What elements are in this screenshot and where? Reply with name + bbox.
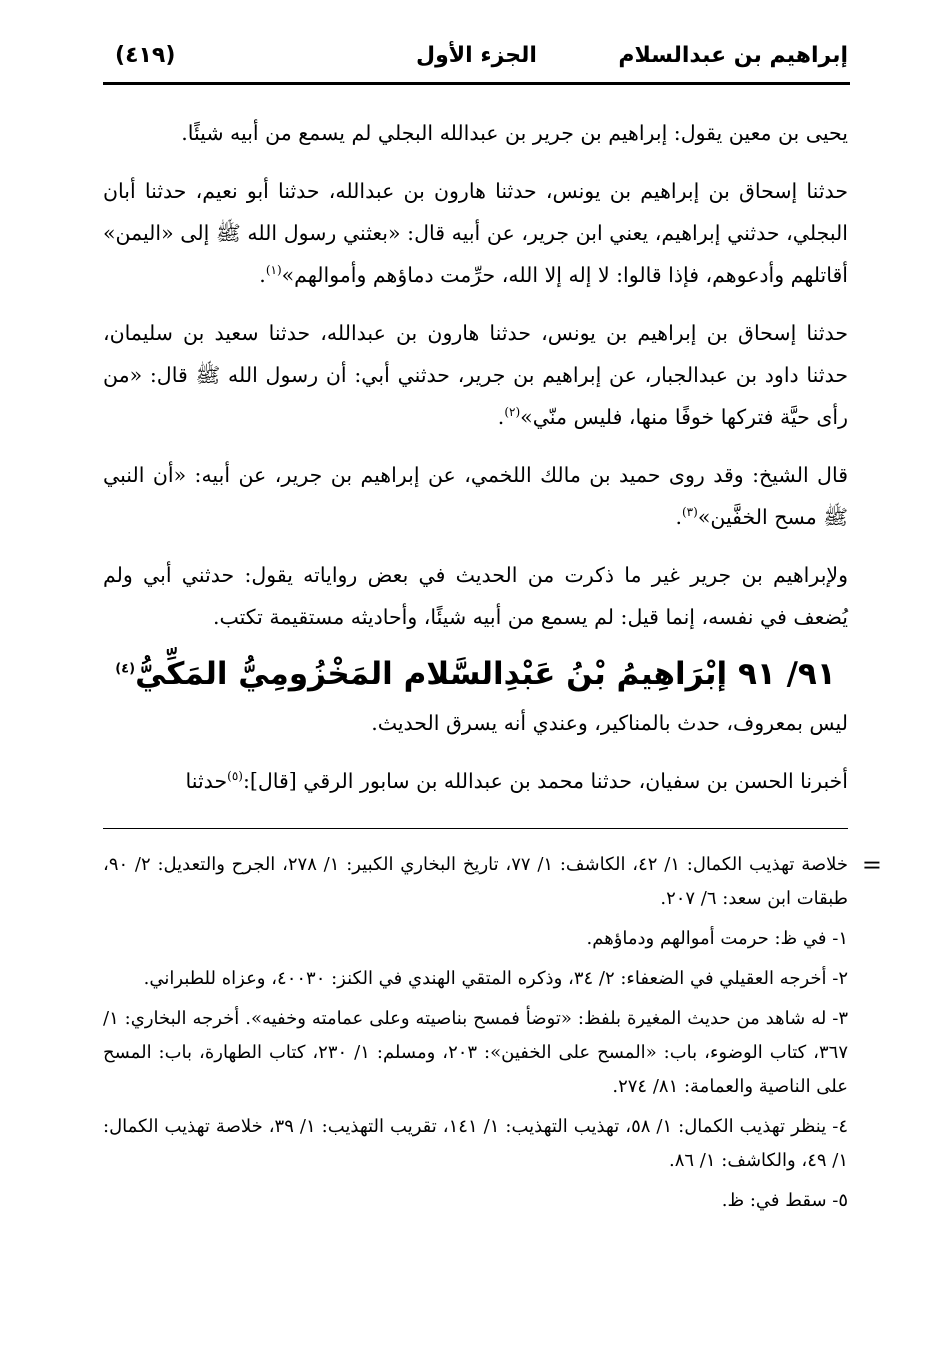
footnote-text: ١- في ظ: حرمت أموالهم ودماؤهم. [586,928,848,949]
paragraph-end: حدثنا [185,769,228,793]
footnote-5 [103,1184,848,1218]
header-rule [103,82,850,85]
paragraph [103,760,848,802]
paragraph [103,170,848,296]
header-page-number: (٤١٩) [115,43,176,68]
footnote-2 [103,962,848,996]
footnote-text: ٥- سقط في: ظ. [721,1190,848,1211]
paragraph [103,554,848,638]
paragraph-end: . [259,263,266,287]
main-text [103,112,848,802]
paragraph-text: حدثنا إسحاق بن إبراهيم بن يونس، حدثنا هارون بن عبدالله، حدثنا أبو نعيم، حدثنا أبان البجلي، حدثني إبراهيم، يعني ابن جرير، عن أبيه قال: «بعثني رسول الله ﷺ إلى «اليمن» أقاتلهم وأدعوهم، فإذا قالوا: لا إله إلا الله، حرِّمت دماؤهم وأموالهم» [103,179,848,287]
paragraph [103,112,848,154]
footnote-separator [103,828,848,829]
footnote-4 [103,1110,848,1178]
paragraph [103,454,848,538]
continuation-mark: = [861,851,882,879]
footnote-text: ٢- أخرجه العقيلي في الضعفاء: ٢/ ٣٤، وذكره المتقي الهندي في الكنز: ٤٠٠٣٠، وعزاه للطبراني. [143,968,848,989]
footnote-1 [103,922,848,956]
header-volume: الجزء الأول [416,43,537,68]
footnote-3 [103,1002,848,1104]
footnote-ref: (٣) [681,505,698,520]
entry-heading [103,648,848,700]
paragraph-text: قال الشيخ: وقد روى حميد بن مالك اللخمي، عن إبراهيم بن جرير، عن أبيه: «أن النبي ﷺ مسح الخفَّين» [103,463,848,529]
footnote-ref: (٥) [227,769,243,784]
entry-heading-text: ٩١/ ٩١ إبْرَاهِيمُ بْنُ عَبْدِالسَّلام المَخْزُومِيُّ المَكِّيُّ [135,656,836,692]
paragraph-text: ولإبراهيم بن جرير غير ما ذكرت من الحديث في بعض رواياته يقول: حدثني أبي ولم يُضعف في نفسه، إنما قيل: لم يسمع من أبيه شيئًا، وأحاديثه مستقيمة تكتب. [103,563,848,629]
footnote-ref: (٤) [115,661,136,677]
header-entry-name: إبراهيم بن عبدالسلام [618,43,848,68]
footnotes [103,848,882,1224]
footnote-ref: (١) [265,263,282,278]
footnote-text: ٣- له شاهد من حديث المغيرة بلفظ: «توضأ فمسح بناصيته وعلى عمامته وخفيه». أخرجه البخاري: ١/ ٣٦٧، كتاب الوضوء، باب: «المسح على الخفين»: ٢٠٣، ومسلم: ١/ ٢٣٠، كتاب الطهارة، باب: المسح على الناصية والعمامة: ٨١/ ٢٧٤. [103,1008,848,1097]
footnote-continuation [103,848,882,916]
paragraph [103,702,848,744]
footnote-text: ٤- ينظر تهذيب الكمال: ١/ ٥٨، تهذيب التهذيب: ١/ ١٤١، تقريب التهذيب: ١/ ٣٩، خلاصة تهذيب الكمال: ١/ ٤٩، والكاشف: ١/ ٨٦. [103,1116,848,1171]
paragraph-text: حدثنا إسحاق بن إبراهيم بن يونس، حدثنا هارون بن عبدالله، حدثنا سعيد بن سليمان، حدثنا داود بن عبدالجبار، عن إبراهيم بن جرير، حدثني أبي: أن رسول الله ﷺ قال: «من رأى حيَّة فتركها خوفًا منها، فليس منّي» [103,321,848,429]
paragraph-text: ليس بمعروف، حدث بالمناكير، وعندي أنه يسرق الحديث. [371,711,848,735]
footnote-ref: (٢) [504,405,521,420]
paragraph-end: . [497,405,505,429]
paragraph-text: أخبرنا الحسن بن سفيان، حدثنا محمد بن عبدالله بن سابور الرقي [قال]: [242,769,848,793]
running-header [105,38,848,78]
footnote-text: خلاصة تهذيب الكمال: ١/ ٤٢، الكاشف: ١/ ٧٧، تاريخ البخاري الكبير: ١/ ٢٧٨، الجرح والتعديل: ٢/ ٩٠، طبقات ابن سعد: ٦/ ٢٠٧. [103,854,848,909]
paragraph-text: يحيى بن معين يقول: إبراهيم بن جرير بن عبدالله البجلي لم يسمع من أبيه شيئًا. [181,121,848,145]
paragraph [103,312,848,438]
paragraph-end: . [675,505,682,529]
